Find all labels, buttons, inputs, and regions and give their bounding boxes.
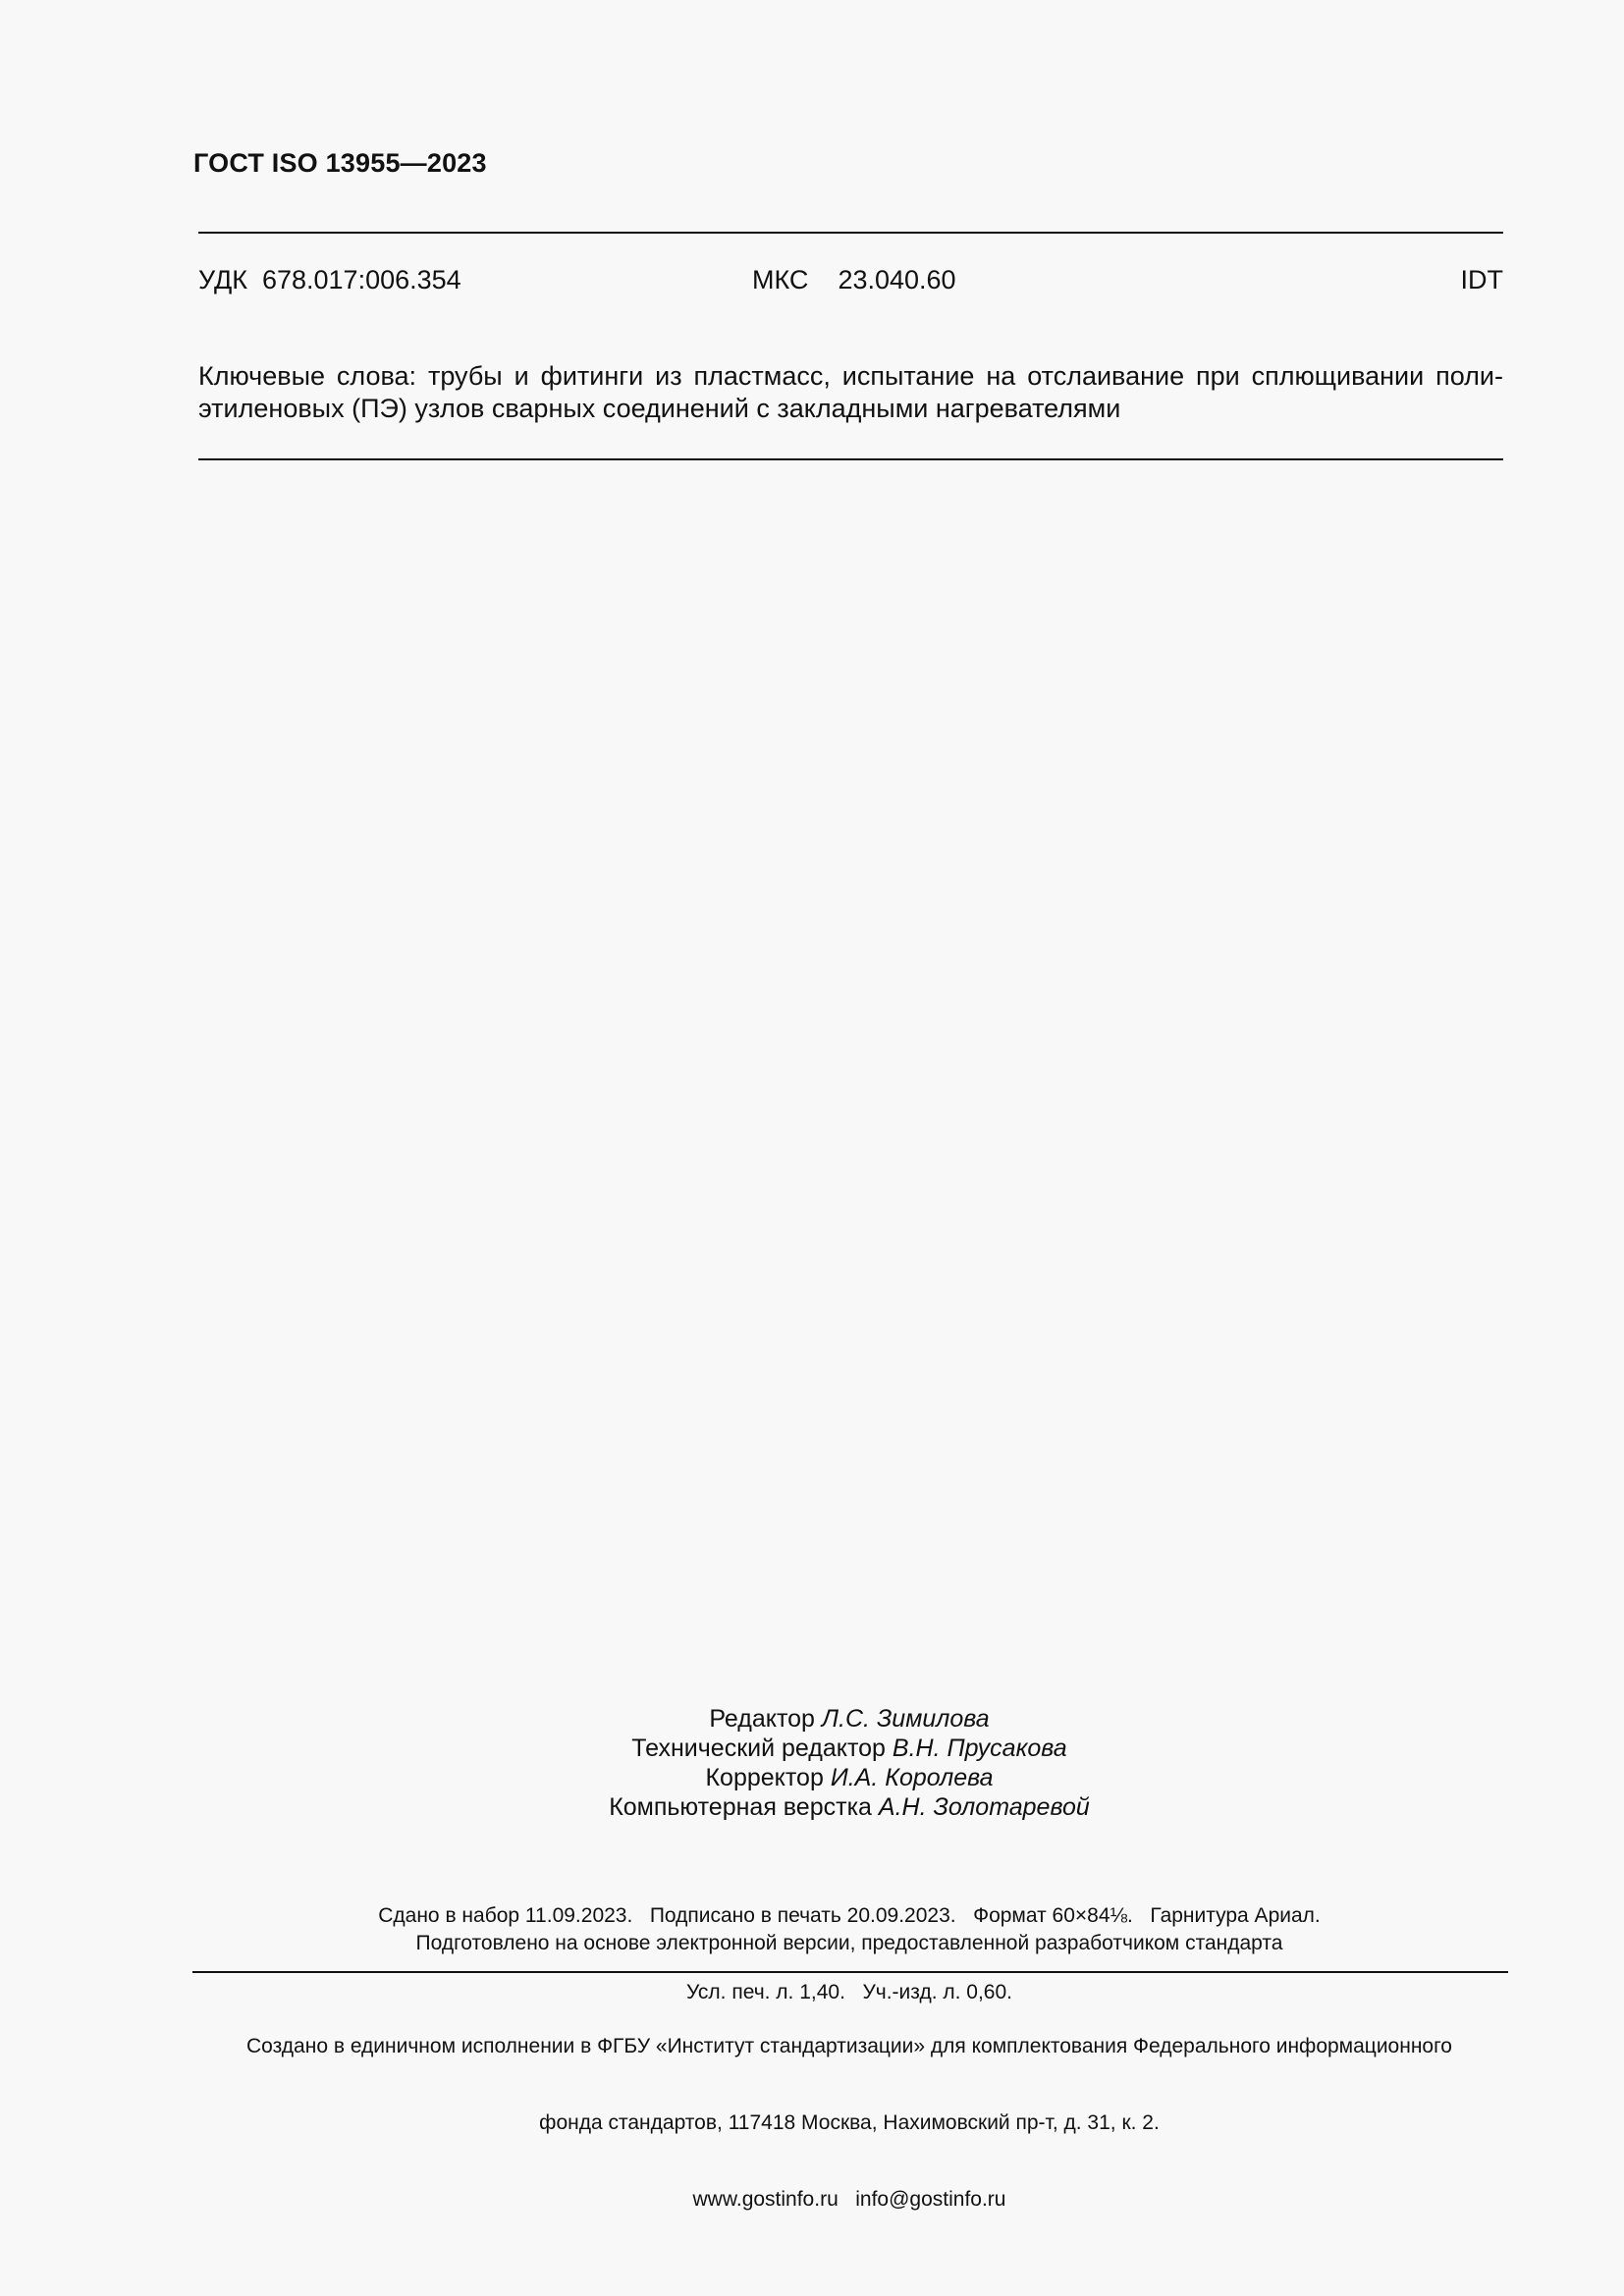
corrector-line [0,1763,1624,1792]
udk-block [198,265,461,295]
layout-line [0,1792,1624,1822]
editor-line [0,1704,1624,1734]
layout-label: Компьютерная верстка [609,1793,872,1821]
corrector-label: Корректор [705,1764,824,1791]
document-header-title: ГОСТ ISO 13955—2023 [193,148,487,178]
editor-name: Л.С. Зимилова [821,1705,990,1733]
credits-block [0,1704,1624,1822]
print-info-line: Сдано в набор 11.09.2023. Подписано в печать 20.09.2023. Формат 60×84⅛. Гарнитура Ариал. [378,1904,1321,1927]
footer-divider [192,1971,1508,1973]
keywords-block [198,360,1503,425]
mks-label: МКС [752,265,809,294]
tech-editor-line [0,1734,1624,1763]
editor-label: Редактор [709,1705,815,1733]
footer-block [0,1983,1624,2264]
idt-label: IDT [1460,265,1503,294]
tech-editor-label: Технический редактор [631,1735,886,1762]
keywords-line: Ключевые слова: трубы и фитинги из пластмасс, испытание на отслаивание при сплющивании поли- [198,361,1503,391]
udk-value: 678.017:006.354 [261,265,461,294]
mks-block [752,265,956,295]
prepared-note: Подготовлено на основе электронной версии, предоставленной разработчиком стандарта [415,1932,1283,1954]
print-info-line: Усл. печ. л. 1,40. Уч.-изд. л. 0,60. [685,1981,1012,2003]
corrector-name: И.А. Королева [830,1764,994,1791]
classification-row [198,265,1503,298]
footer-line: www.gostinfo.ru info@gostinfo.ru [692,2188,1006,2211]
keywords-divider [198,458,1503,460]
udk-label: УДК [198,265,247,294]
tech-editor-name: В.Н. Прусакова [892,1735,1067,1762]
footer-line: фонда стандартов, 117418 Москва, Нахимовский пр-т, д. 31, к. 2. [539,2111,1160,2134]
mks-value: 23.040.60 [838,265,956,294]
layout-name: А.Н. Золотаревой [878,1793,1090,1821]
footer-line: Создано в единичном исполнении в ФГБУ «Институт стандартизации» для комплектования Федерального информационного [246,2035,1452,2057]
keywords-line: этиленовых (ПЭ) узлов сварных соединений с закладными нагревателями [198,394,1121,423]
top-divider [198,232,1503,234]
